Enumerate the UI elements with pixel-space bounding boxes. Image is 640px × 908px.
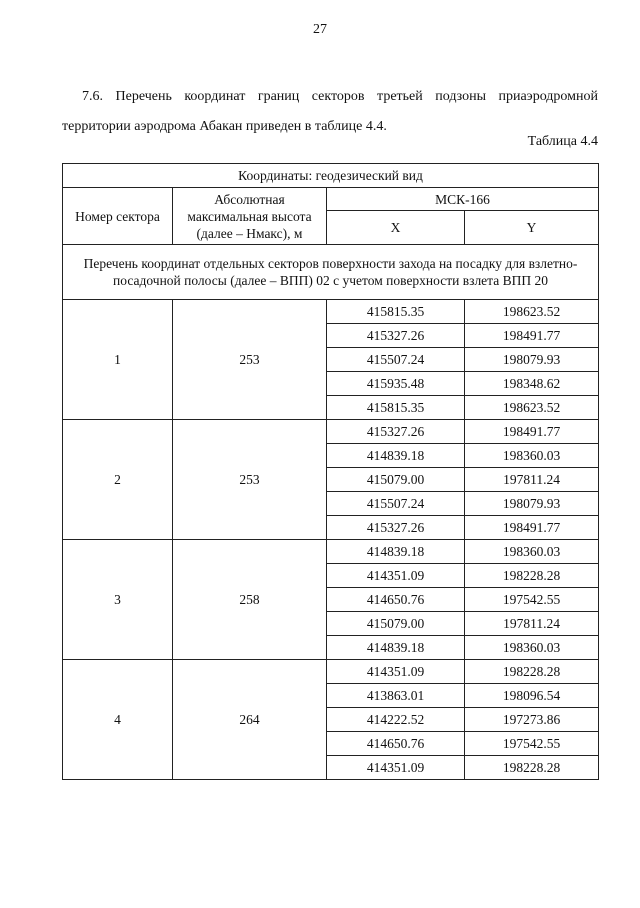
page-number: 27 — [313, 22, 327, 37]
coord-x: 415327.26 — [327, 420, 465, 444]
table-row — [63, 420, 599, 444]
coord-x: 414222.52 — [327, 708, 465, 732]
coord-y: 198360.03 — [465, 444, 599, 468]
sector-number: 1 — [63, 300, 173, 420]
intro-line-1: 7.6. Перечень координат границ секторов третьей подзоны приаэродромной — [82, 89, 598, 104]
sector-height: 264 — [173, 660, 327, 780]
coord-x: 413863.01 — [327, 684, 465, 708]
intro-paragraph — [62, 82, 598, 142]
coord-y: 198348.62 — [465, 372, 599, 396]
coord-x: 415327.26 — [327, 324, 465, 348]
coord-y: 197542.55 — [465, 732, 599, 756]
coord-y: 198228.28 — [465, 756, 599, 780]
coord-x: 415935.48 — [327, 372, 465, 396]
coord-x: 414650.76 — [327, 588, 465, 612]
coord-x: 415079.00 — [327, 612, 465, 636]
coord-x: 415815.35 — [327, 300, 465, 324]
coord-y: 198079.93 — [465, 348, 599, 372]
table-row — [63, 300, 599, 324]
coord-x: 415327.26 — [327, 516, 465, 540]
coord-y: 198491.77 — [465, 516, 599, 540]
table-row — [63, 660, 599, 684]
sector-number: 2 — [63, 420, 173, 540]
coord-x: 415507.24 — [327, 492, 465, 516]
coord-y: 198623.52 — [465, 396, 599, 420]
sector-height: 253 — [173, 300, 327, 420]
table-caption: Таблица 4.4 — [527, 134, 598, 149]
coord-x: 415079.00 — [327, 468, 465, 492]
coord-y: 197542.55 — [465, 588, 599, 612]
header-coordinate-system: МСК-166 — [327, 188, 599, 211]
header-x: X — [327, 211, 465, 245]
coord-y: 197811.24 — [465, 468, 599, 492]
coord-y: 198360.03 — [465, 540, 599, 564]
coord-y: 198360.03 — [465, 636, 599, 660]
coord-y: 198079.93 — [465, 492, 599, 516]
coord-x: 414839.18 — [327, 636, 465, 660]
header-y: Y — [465, 211, 599, 245]
coord-x: 414351.09 — [327, 756, 465, 780]
coord-x: 414650.76 — [327, 732, 465, 756]
coord-y: 197811.24 — [465, 612, 599, 636]
coord-x: 415815.35 — [327, 396, 465, 420]
coord-x: 414351.09 — [327, 660, 465, 684]
coord-x: 414839.18 — [327, 540, 465, 564]
header-max-height: Абсолютная максимальная высота (далее – Нмакс), м — [173, 188, 327, 245]
coord-y: 198623.52 — [465, 300, 599, 324]
coord-y: 198228.28 — [465, 564, 599, 588]
intro-line-2: территории аэродрома Абакан приведен в таблице 4.4. — [62, 119, 387, 134]
sector-height: 253 — [173, 420, 327, 540]
sector-height: 258 — [173, 540, 327, 660]
coord-y: 197273.86 — [465, 708, 599, 732]
header-sector-number: Номер сектора — [63, 188, 173, 245]
sector-number: 4 — [63, 660, 173, 780]
coord-y: 198491.77 — [465, 420, 599, 444]
header-coordinates: Координаты: геодезический вид — [63, 164, 599, 188]
table-row — [63, 540, 599, 564]
coord-x: 414351.09 — [327, 564, 465, 588]
coord-x: 414839.18 — [327, 444, 465, 468]
sector-number: 3 — [63, 540, 173, 660]
coord-y: 198228.28 — [465, 660, 599, 684]
coord-x: 415507.24 — [327, 348, 465, 372]
coord-y: 198491.77 — [465, 324, 599, 348]
section-title: Перечень координат отдельных секторов поверхности захода на посадку для взлетно-посадочной полосы (далее – ВПП) 02 с учетом поверхности взлета ВПП 20 — [63, 245, 599, 300]
coord-y: 198096.54 — [465, 684, 599, 708]
coordinates-table — [62, 163, 599, 780]
